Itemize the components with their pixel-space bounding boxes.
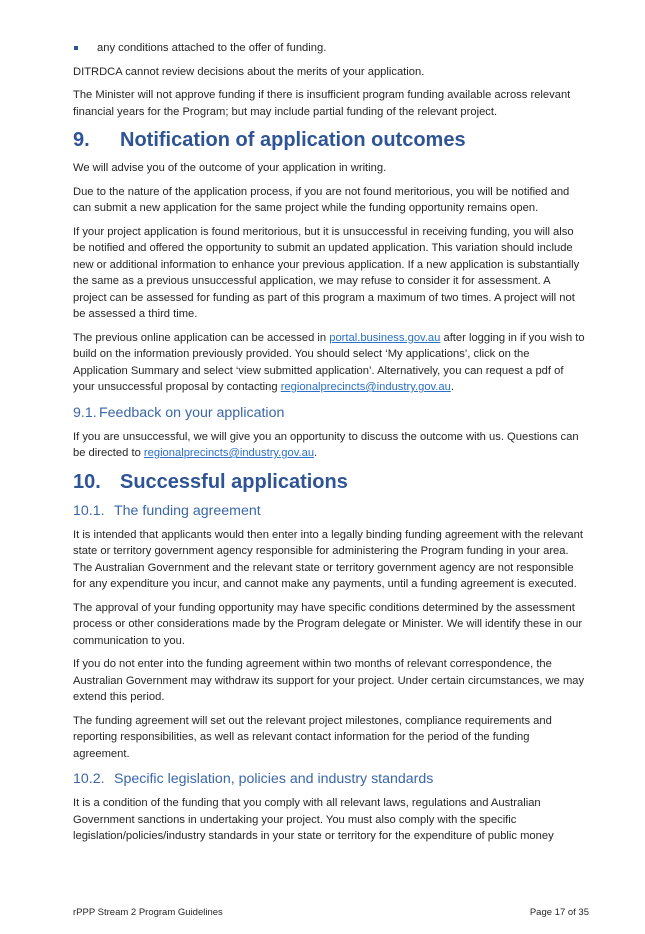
section-heading-10-1 <box>73 502 585 520</box>
section-heading-10-2 <box>73 770 585 788</box>
list-item <box>73 40 585 57</box>
page-footer <box>73 907 589 918</box>
square-bullet-icon <box>73 40 97 57</box>
section-title: Specific legislation, policies and industry standards <box>114 771 434 787</box>
section-title: Notification of application outcomes <box>120 129 466 151</box>
section-title: Successful applications <box>120 470 348 493</box>
paragraph: The approval of your funding opportunity may have specific conditions determined by the assessment process or other considerations made by the Program delegate or Minister. We will identify these in our communication to you. <box>73 601 583 647</box>
paragraph-review: DITRDCA cannot review decisions about the merits of your application. <box>73 65 425 78</box>
paragraph-feedback: If you are unsuccessful, we will give you an opportunity to discuss the outcome with us. Questions can be directed to regionalprecincts@industry.gov.au. <box>73 430 579 459</box>
section-number: 9.1. <box>73 404 97 421</box>
section-title: The funding agreement <box>114 502 261 519</box>
paragraph: If your project application is found meritorious, but it is unsuccessful in receiving funding, you will also be notified and offered the opportunity to submit an updated application. This variation should include new or additional information to enhance your previous application. If a new application is substantially the same as a previous unsuccessful application, we may refuse to consider it for assessment. A project can be assessed for funding as part of this program a maximum of two times. A project will not be assessed a third time. <box>73 225 580 320</box>
paragraph: If you do not enter into the funding agreement within two months of relevant correspondence, the Australian Government may withdraw its support for your project. Under certain circumstances, we may extend this period. <box>73 658 585 703</box>
footer-page-number: Page 17 of 35 <box>529 907 589 918</box>
bullet-text: any conditions attached to the offer of funding. <box>97 42 327 54</box>
email-link[interactable]: regionalprecincts@industry.gov.au <box>280 381 451 393</box>
portal-link[interactable]: portal.business.gov.au <box>329 331 441 344</box>
email-link[interactable]: regionalprecincts@industry.gov.au <box>143 447 315 459</box>
section-number: 10. <box>73 470 101 493</box>
section-title: Feedback on your application <box>99 404 285 421</box>
section-number: 10.1. <box>73 502 105 519</box>
paragraph: We will advise you of the outcome of your application in writing. <box>73 162 387 174</box>
section-heading-9-1 <box>73 404 585 422</box>
paragraph: Due to the nature of the application process, if you are not found meritorious, you will be notified and can submit a new application for the same project while the funding opportunity remains open. <box>73 185 570 214</box>
paragraph-minister: The Minister will not approve funding if there is insufficient program funding available across relevant financial years for the Program; but may include partial funding of the relevant project. <box>73 89 571 118</box>
section-number: 10.2. <box>73 771 105 787</box>
paragraph-portal: The previous online application can be accessed in portal.business.gov.au after logging in if you wish to build on the information previously provided. You should select ‘My applications’, click on the Application Summary and select ‘view submitted application’. Alternatively, you can request a pdf of your unsuccessful proposal by contacting regionalprecincts@industry.gov.au. <box>73 331 585 393</box>
paragraph: It is a condition of the funding that you comply with all relevant laws, regulations and Australian Government sanctions in undertaking your project. You must also comply with the specific legislation/policies/industry standards in your state or territory for the expenditure of public money <box>73 797 554 842</box>
section-number: 9. <box>73 129 90 151</box>
paragraph: It is intended that applicants would then enter into a legally binding funding agreement with the relevant state or territory government agency responsible for administering the Program funding in your area. The Australian Government and the relevant state or territory government agency are not responsible for any expenditure you incur, and cannot make any payments, until a funding agreement is executed. <box>73 528 583 590</box>
section-heading-10 <box>73 470 585 494</box>
section-heading-9 <box>73 128 585 152</box>
document-page <box>73 40 585 852</box>
footer-document-title: rPPP Stream 2 Program Guidelines <box>73 907 223 918</box>
paragraph: The funding agreement will set out the relevant project milestones, compliance requirements and reporting responsibilities, as well as relevant contact information for the period of the funding agreement. <box>73 714 552 760</box>
